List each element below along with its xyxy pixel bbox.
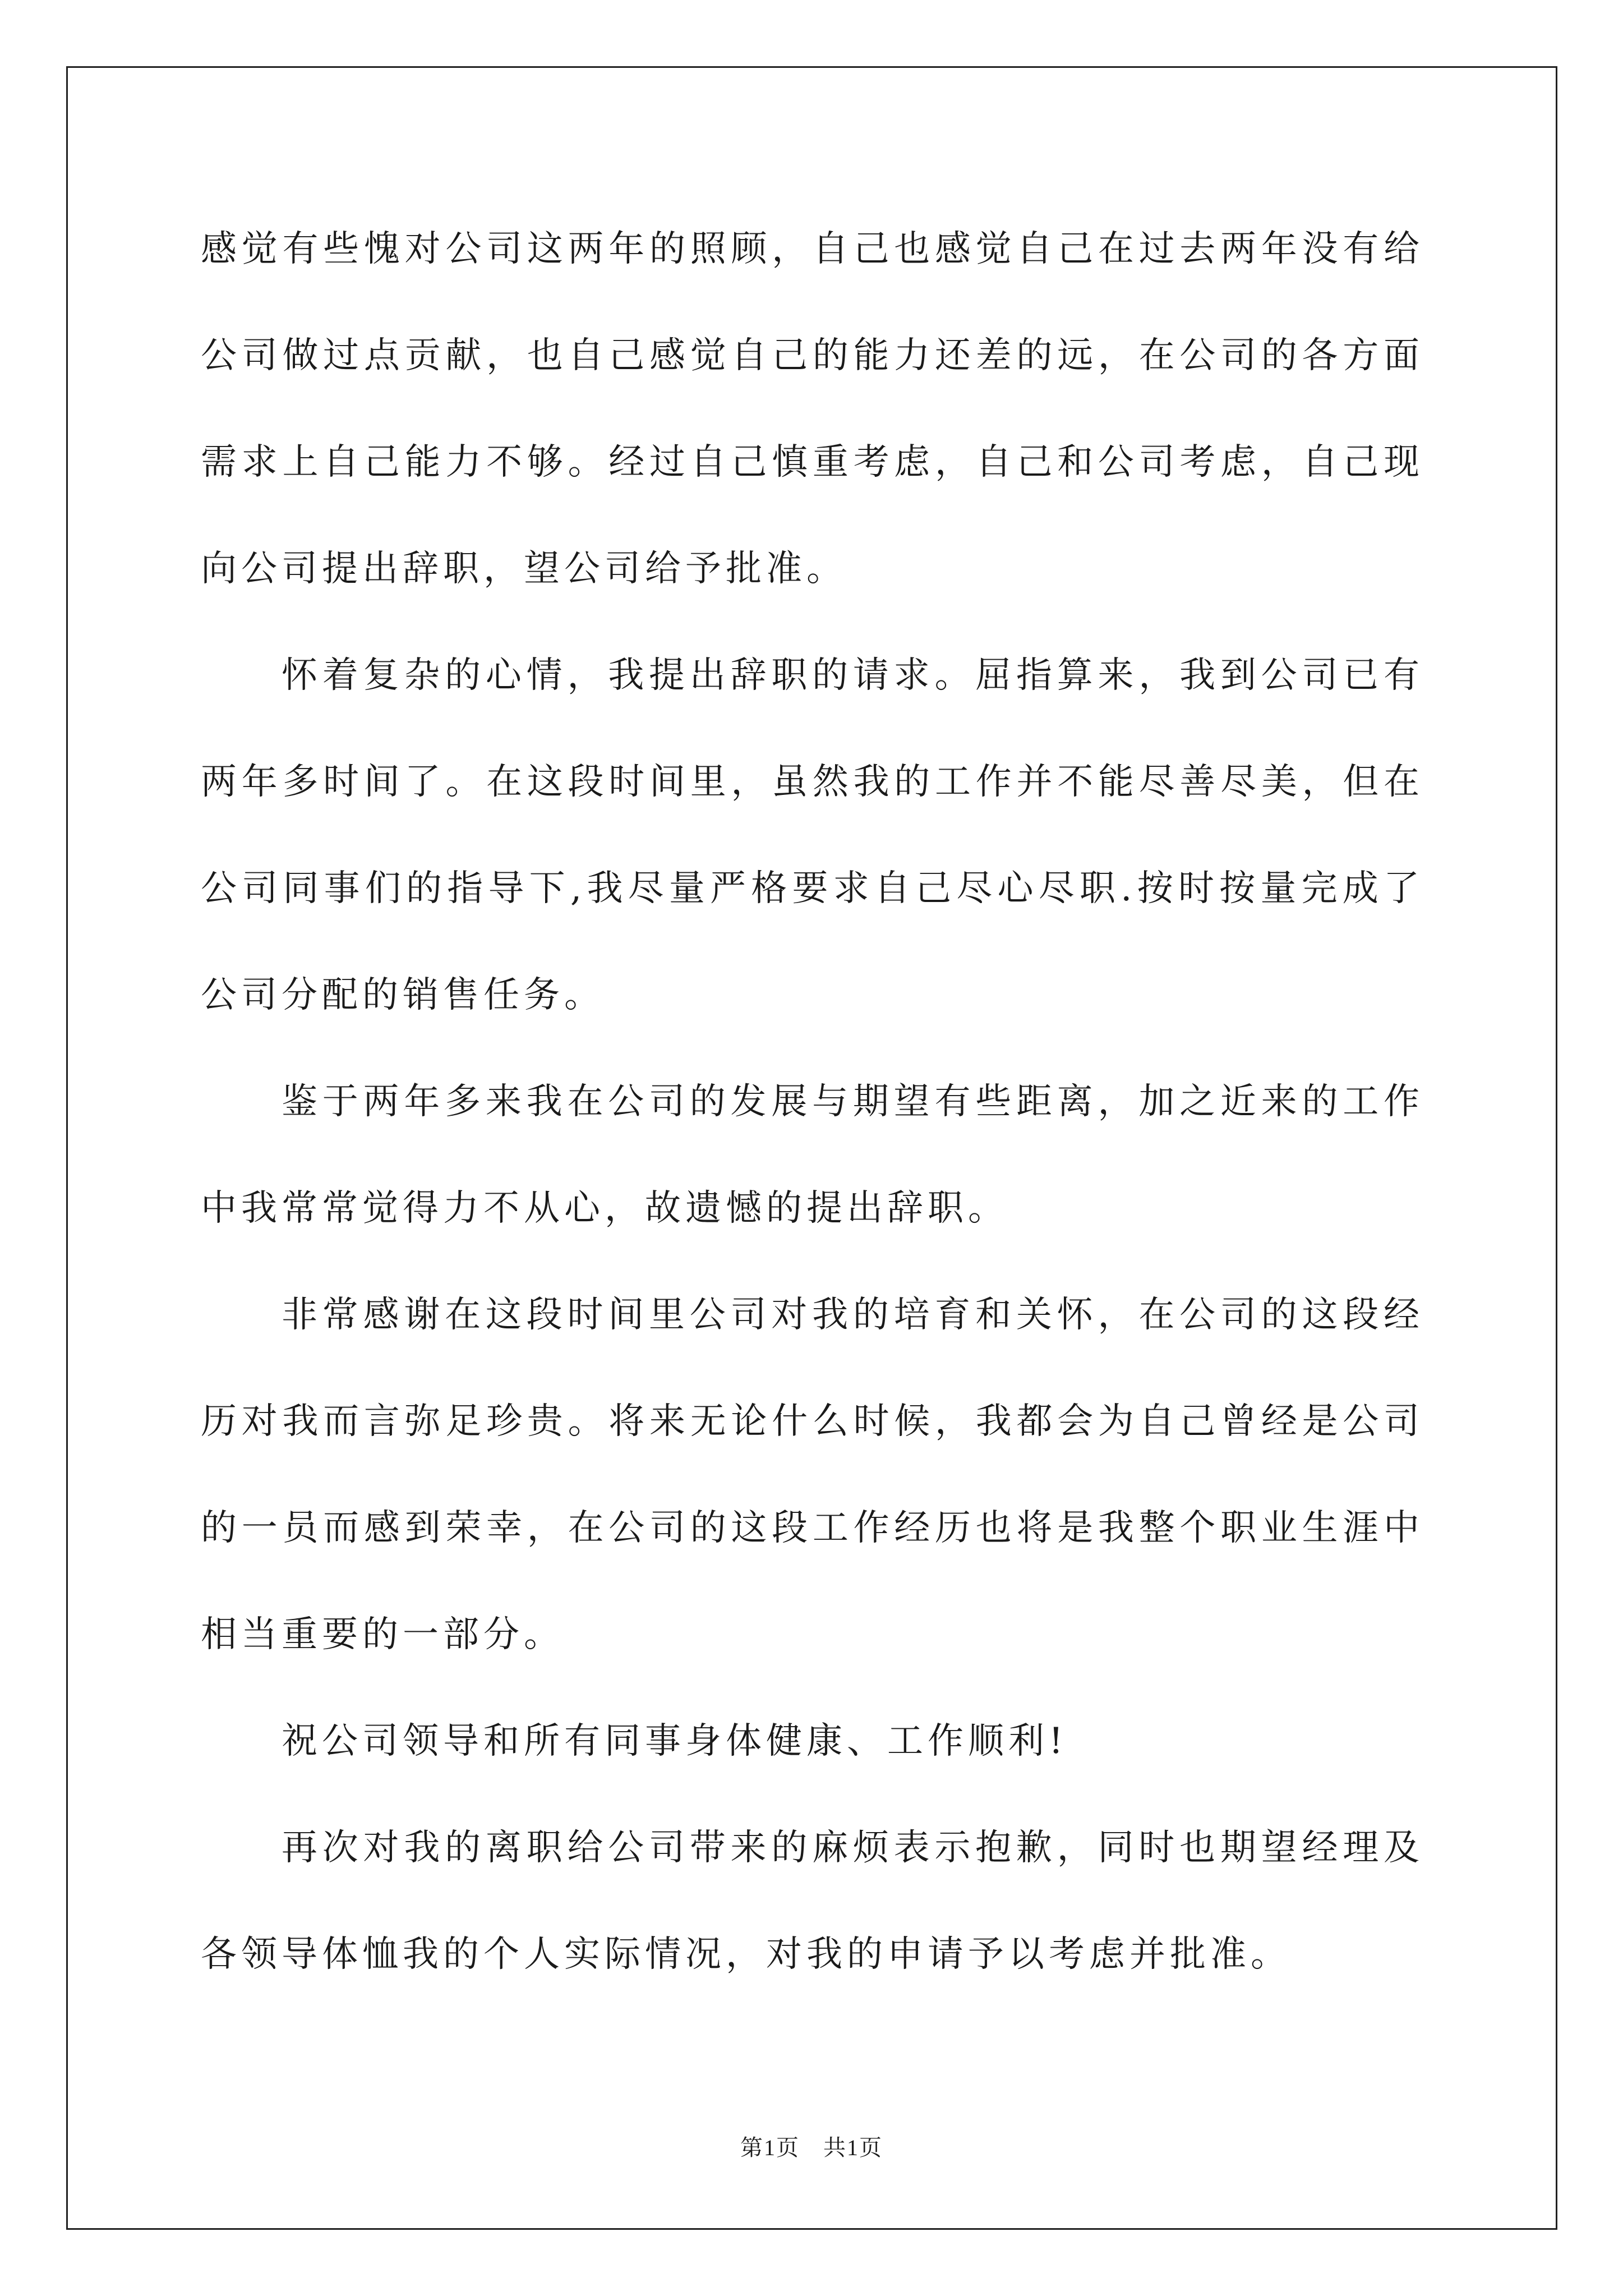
text-line: 鉴于两年多来我在公司的发展与期望有些距离，加之近来的工作	[282, 1081, 1424, 1122]
text-line: 非常感谢在这段时间里公司对我的培育和关怀，在公司的这段经	[282, 1294, 1424, 1336]
text-line: 需求上自己能力不够。经过自己慎重考虑，自己和公司考虑，自己现	[201, 441, 1424, 483]
text-line: 中我常常觉得力不从心，故遗憾的提出辞职。	[201, 1188, 1008, 1229]
text-line: 怀着复杂的心情，我提出辞职的请求。屈指算来，我到公司已有	[282, 655, 1424, 696]
page-footer: 第1页 共1页	[740, 2135, 883, 2160]
text-line: 各领导体恤我的个人实际情况，对我的申请予以考虑并批准。	[201, 1934, 1291, 1975]
text-line: 公司分配的销售任务。	[201, 974, 605, 1016]
letter-body	[201, 196, 1424, 2008]
text-line: 公司同事们的指导下,我尽量严格要求自己尽心尽职.按时按量完成了	[201, 868, 1424, 909]
text-line: 公司做过点贡献，也自己感觉自己的能力还差的远，在公司的各方面	[201, 335, 1424, 376]
paragraph	[201, 196, 1424, 622]
paragraph	[201, 1262, 1424, 1688]
paragraph	[201, 1688, 1424, 1795]
paragraph	[201, 1048, 1424, 1262]
text-line: 两年多时间了。在这段时间里，虽然我的工作并不能尽善尽美，但在	[201, 761, 1424, 803]
text-line: 再次对我的离职给公司带来的麻烦表示抱歉，同时也期望经理及	[282, 1827, 1424, 1869]
text-line: 祝公司领导和所有同事身体健康、工作顺利!	[282, 1720, 1068, 1762]
text-line: 相当重要的一部分。	[201, 1614, 564, 1655]
text-line: 历对我而言弥足珍贵。将来无论什么时候，我都会为自己曾经是公司	[201, 1401, 1424, 1442]
paragraph	[201, 1795, 1424, 2008]
text-line: 向公司提出辞职，望公司给予批准。	[201, 548, 847, 590]
paragraph	[201, 622, 1424, 1048]
text-line: 的一员而感到荣幸，在公司的这段工作经历也将是我整个职业生涯中	[201, 1507, 1424, 1549]
text-line: 感觉有些愧对公司这两年的照顾，自己也感觉自己在过去两年没有给	[201, 228, 1424, 270]
